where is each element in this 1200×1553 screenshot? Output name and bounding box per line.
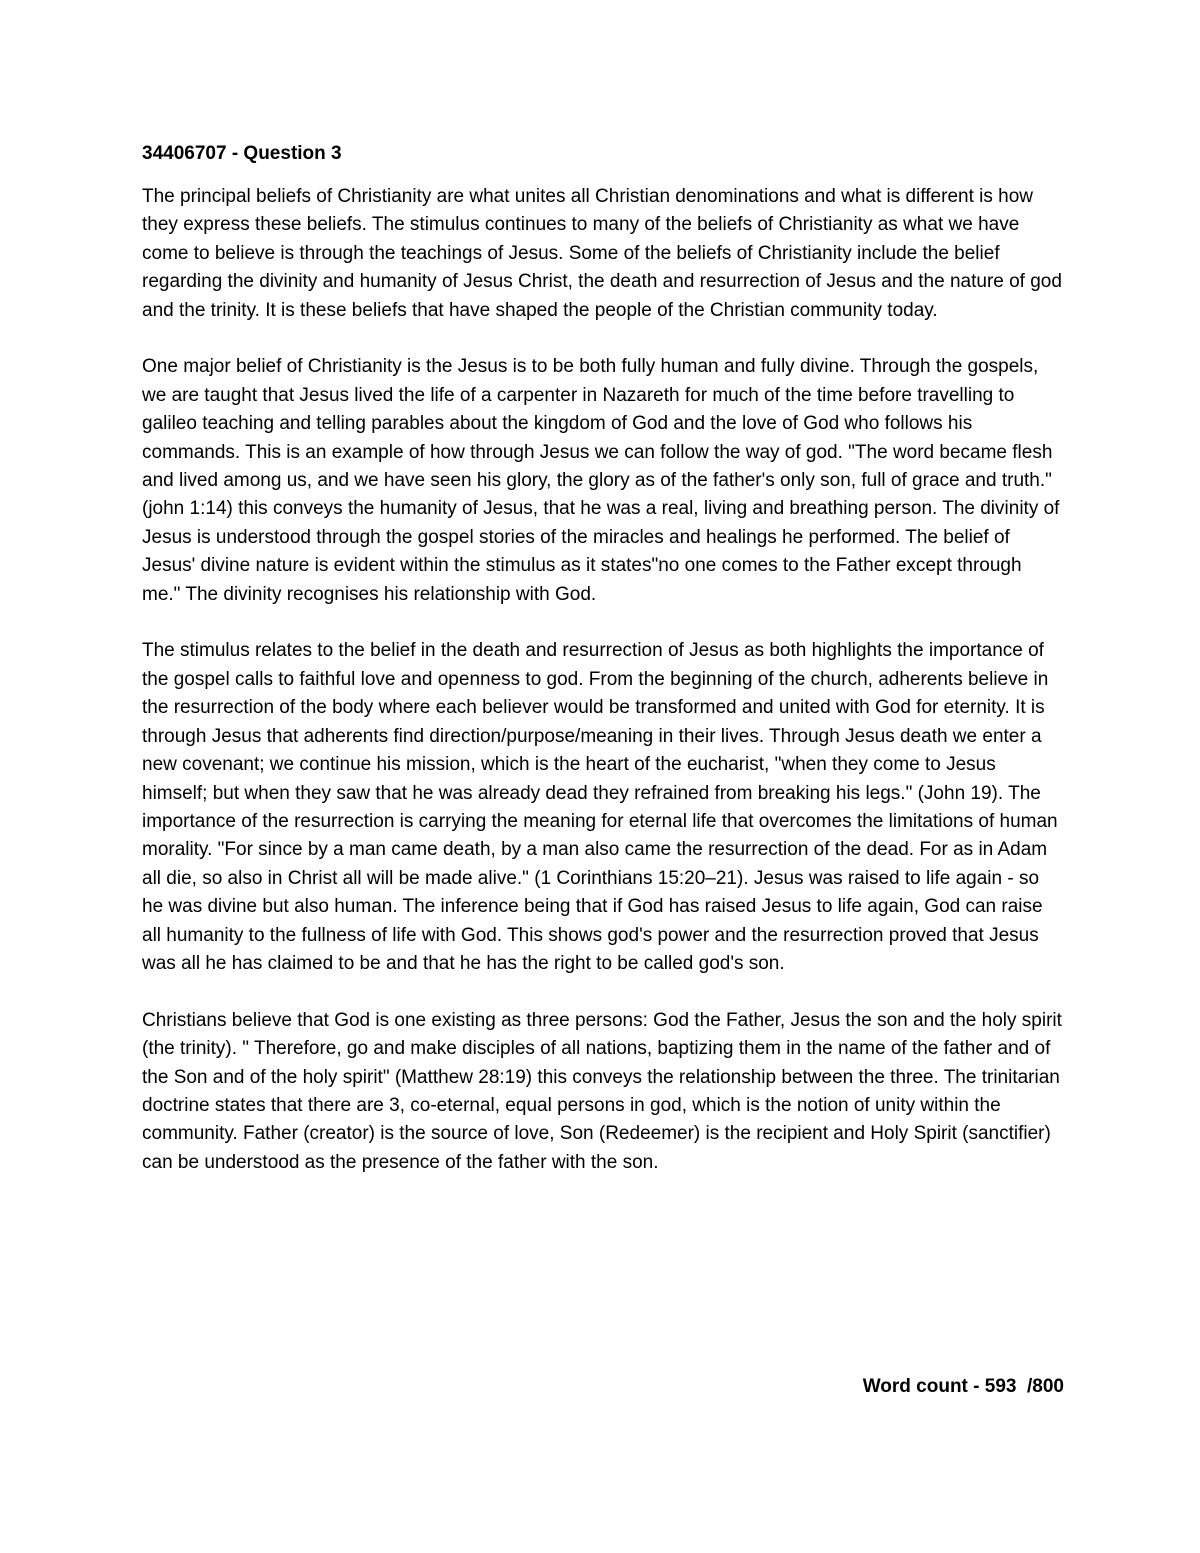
document-heading: 34406707 - Question 3 <box>142 143 342 164</box>
word-count: Word count - 593 /800 <box>862 1376 1064 1397</box>
paragraph-divinity-humanity: One major belief of Christianity is the Jesus is to be both fully human and fully divine. Through the gospels, we are taught that Jesus lived the life of a carpenter in Nazareth for much of the time before travelling to galileo teaching and telling parables about the kingdom of God and the love of God who follows his commands. This is an example of how through Jesus we can follow the way of god. "The word became flesh and lived among us, and we have seen his glory, the glory as of the father's only son, full of grace and truth." (john 1:14) this conveys the humanity of Jesus, that he was a real, living and breathing person. The divinity of Jesus is understood through the gospel stories of the miracles and healings he performed. The belief of Jesus' divine nature is evident within the stimulus as it states"no one comes to the Father except through me." The divinity recognises his relationship with God. <box>142 356 1060 605</box>
document-body <box>142 139 1064 1177</box>
paragraph-death-resurrection: The stimulus relates to the belief in the death and resurrection of Jesus as both highlights the importance of the gospel calls to faithful love and openness to god. From the beginning of the church, adherents believe in the resurrection of the body where each believer would be transformed and united with God for eternity. It is through Jesus that adherents find direction/purpose/meaning in their lives. Through Jesus death we enter a new covenant; we continue his mission, which is the heart of the eucharist, "when they come to Jesus himself; but when they saw that he was already dead they refrained from breaking his legs." (John 19). The importance of the resurrection is carrying the meaning for eternal life that overcomes the limitations of human morality. "For since by a man came death, by a man also came the resurrection of the dead. For as in Adam all die, so also in Christ all will be made alive." (1 Corinthians 15:20–21). Jesus was raised to life again - so he was divine but also human. The inference being that if God has raised Jesus to life again, God can raise all humanity to the fullness of life with God. This shows god's power and the resurrection proved that Jesus was all he has claimed to be and that he has the right to be called god's son. <box>142 640 1058 974</box>
paragraph-intro: The principal beliefs of Christianity are what unites all Christian denominations and what is different is how they express these beliefs. The stimulus continues to many of the beliefs of Christianity as what we have come to believe is through the teachings of Jesus. Some of the beliefs of Christianity include the belief regarding the divinity and humanity of Jesus Christ, the death and resurrection of Jesus and the nature of god and the trinity. It is these beliefs that have shaped the people of the Christian community today. <box>142 186 1062 321</box>
paragraph-trinity: Christians believe that God is one existing as three persons: God the Father, Jesus the son and the holy spirit (the trinity). " Therefore, go and make disciples of all nations, baptizing them in the name of the father and of the Son and of the holy spirit" (Matthew 28:19) this conveys the relationship between the three. The trinitarian doctrine states that there are 3, co-eternal, equal persons in god, which is the notion of unity within the community. Father (creator) is the source of love, Son (Redeemer) is the recipient and Holy Spirit (sanctifier) can be understood as the presence of the father with the son. <box>142 1009 1062 1173</box>
